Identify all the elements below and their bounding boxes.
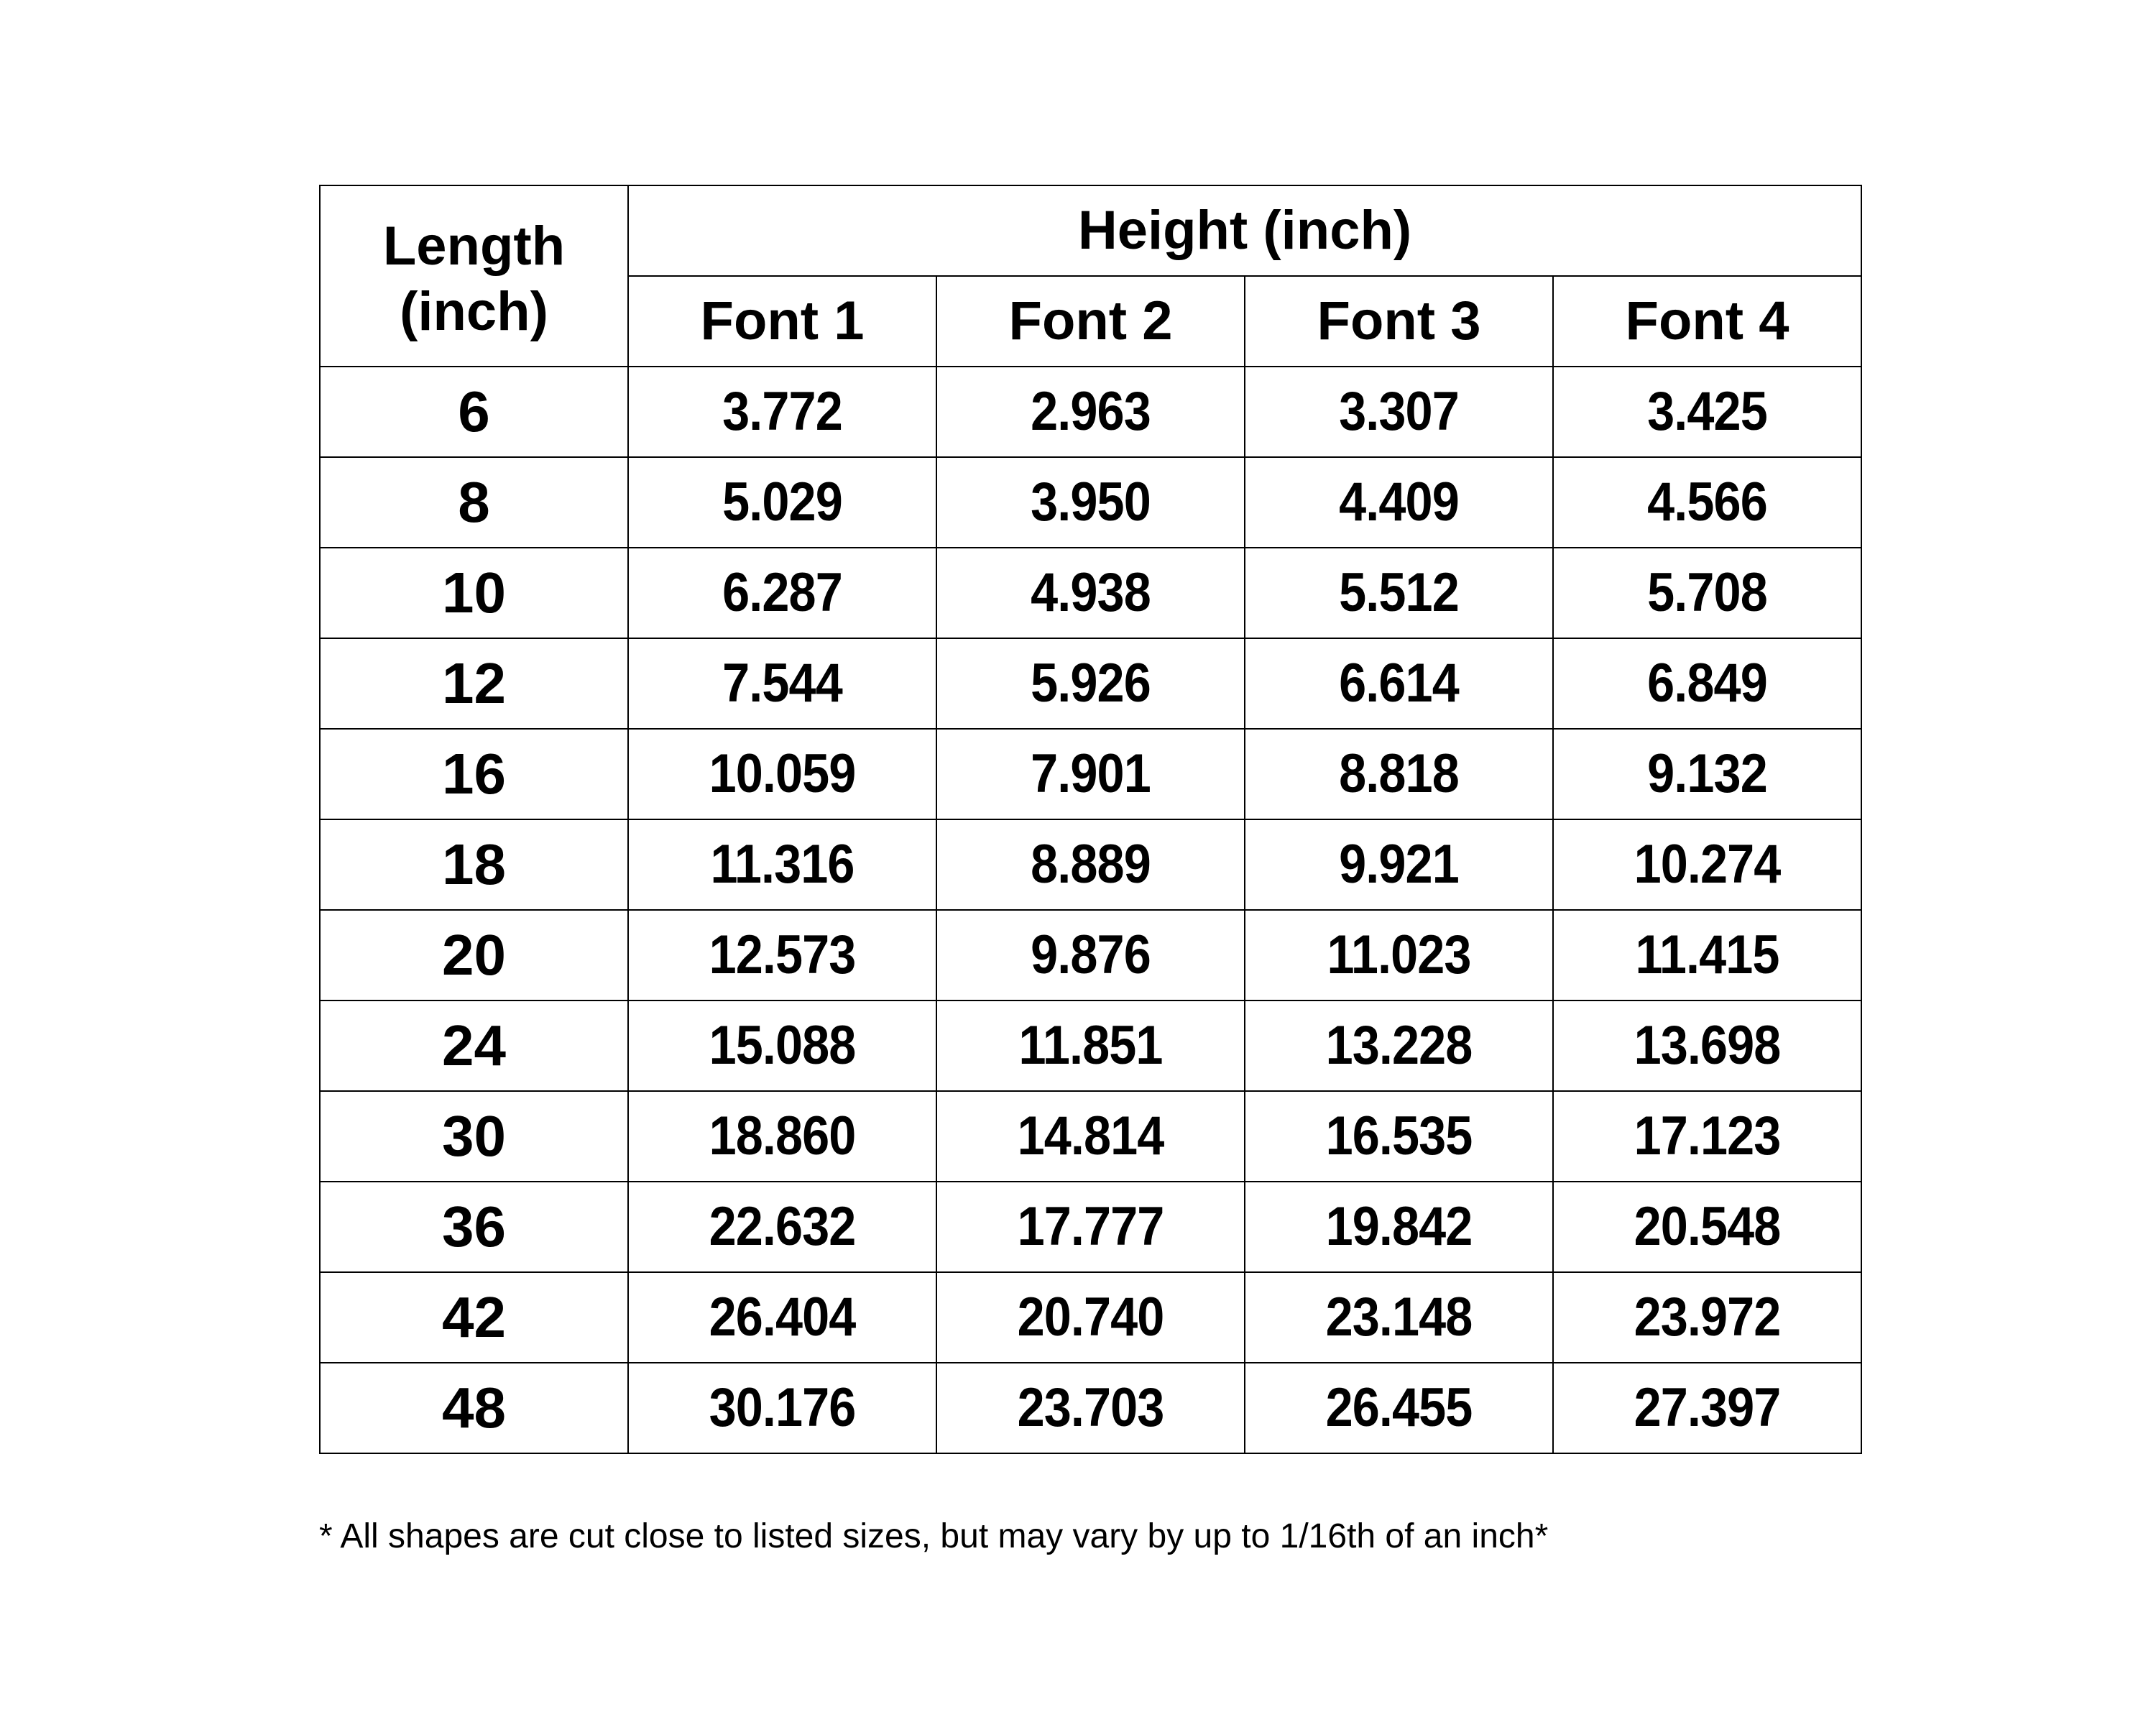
height-cell-font-2: 8.889	[952, 819, 1229, 910]
height-cell-font-1: 11.316	[643, 819, 921, 910]
height-cell-font-3: 9.921	[1260, 819, 1537, 910]
length-header	[320, 185, 628, 367]
height-cell-font-4: 5.708	[1568, 548, 1846, 638]
length-cell: 10	[320, 548, 628, 638]
height-cell-font-4: 3.425	[1568, 367, 1846, 457]
table-row	[320, 1272, 1861, 1363]
height-cell-font-3: 19.842	[1260, 1182, 1537, 1272]
height-cell-font-3: 5.512	[1260, 548, 1537, 638]
height-cell-font-4: 11.415	[1568, 910, 1846, 1000]
height-cell-font-3: 26.455	[1260, 1363, 1537, 1453]
font-header-3: Font 3	[1245, 276, 1553, 367]
height-cell-font-2: 23.703	[952, 1363, 1229, 1453]
table-row	[320, 1182, 1861, 1272]
length-cell: 12	[320, 638, 628, 729]
height-cell-font-4: 27.397	[1568, 1363, 1846, 1453]
height-cell-font-3: 6.614	[1260, 638, 1537, 729]
height-cell-font-1: 26.404	[643, 1272, 921, 1363]
height-cell-font-1: 6.287	[643, 548, 921, 638]
height-cell-font-4: 17.123	[1568, 1091, 1846, 1182]
height-cell-font-1: 22.632	[643, 1182, 921, 1272]
length-cell: 36	[320, 1182, 628, 1272]
font-header-4: Font 4	[1553, 276, 1861, 367]
length-cell: 48	[320, 1363, 628, 1453]
table-row	[320, 1363, 1861, 1453]
height-cell-font-1: 18.860	[643, 1091, 921, 1182]
height-cell-font-3: 8.818	[1260, 729, 1537, 819]
table-row	[320, 729, 1861, 819]
table-row	[320, 548, 1861, 638]
height-cell-font-4: 9.132	[1568, 729, 1846, 819]
length-cell: 18	[320, 819, 628, 910]
length-cell: 30	[320, 1091, 628, 1182]
table-row	[320, 1091, 1861, 1182]
height-cell-font-1: 5.029	[643, 457, 921, 548]
length-cell: 24	[320, 1000, 628, 1091]
height-cell-font-3: 11.023	[1260, 910, 1537, 1000]
height-cell-font-1: 30.176	[643, 1363, 921, 1453]
footnote: * All shapes are cut close to listed sizes, but may vary by up to 1/16th of an inch*	[319, 1517, 1549, 1555]
height-cell-font-4: 4.566	[1568, 457, 1846, 548]
length-header-label: Length (inch)	[382, 215, 566, 342]
height-cell-font-4: 23.972	[1568, 1272, 1846, 1363]
height-cell-font-3: 13.228	[1260, 1000, 1537, 1091]
table-row	[320, 367, 1861, 457]
height-cell-font-4: 6.849	[1568, 638, 1846, 729]
height-cell-font-1: 7.544	[643, 638, 921, 729]
table-row	[320, 457, 1861, 548]
length-cell: 42	[320, 1272, 628, 1363]
font-header-2: Font 2	[936, 276, 1245, 367]
size-table	[319, 185, 1862, 1454]
height-cell-font-1: 15.088	[643, 1000, 921, 1091]
height-cell-font-4: 20.548	[1568, 1182, 1846, 1272]
table-row	[320, 1000, 1861, 1091]
header-row-top	[320, 185, 1861, 276]
length-cell: 16	[320, 729, 628, 819]
height-cell-font-1: 3.772	[643, 367, 921, 457]
height-cell-font-2: 7.901	[952, 729, 1229, 819]
length-cell: 20	[320, 910, 628, 1000]
font-header-1: Font 1	[628, 276, 936, 367]
height-cell-font-1: 10.059	[643, 729, 921, 819]
height-cell-font-2: 4.938	[952, 548, 1229, 638]
table-row	[320, 910, 1861, 1000]
height-cell-font-4: 13.698	[1568, 1000, 1846, 1091]
height-cell-font-2: 14.814	[952, 1091, 1229, 1182]
length-cell: 6	[320, 367, 628, 457]
table-row	[320, 819, 1861, 910]
table-header	[320, 185, 1861, 367]
height-cell-font-3: 16.535	[1260, 1091, 1537, 1182]
height-cell-font-2: 3.950	[952, 457, 1229, 548]
height-header: Height (inch)	[628, 185, 1861, 276]
height-cell-font-3: 23.148	[1260, 1272, 1537, 1363]
height-cell-font-1: 12.573	[643, 910, 921, 1000]
height-cell-font-2: 9.876	[952, 910, 1229, 1000]
table-row	[320, 638, 1861, 729]
length-cell: 8	[320, 457, 628, 548]
height-cell-font-3: 4.409	[1260, 457, 1537, 548]
height-cell-font-2: 11.851	[952, 1000, 1229, 1091]
height-cell-font-2: 17.777	[952, 1182, 1229, 1272]
height-cell-font-4: 10.274	[1568, 819, 1846, 910]
height-cell-font-2: 5.926	[952, 638, 1229, 729]
height-cell-font-2: 2.963	[952, 367, 1229, 457]
height-cell-font-3: 3.307	[1260, 367, 1537, 457]
height-cell-font-2: 20.740	[952, 1272, 1229, 1363]
table-body	[320, 367, 1861, 1453]
